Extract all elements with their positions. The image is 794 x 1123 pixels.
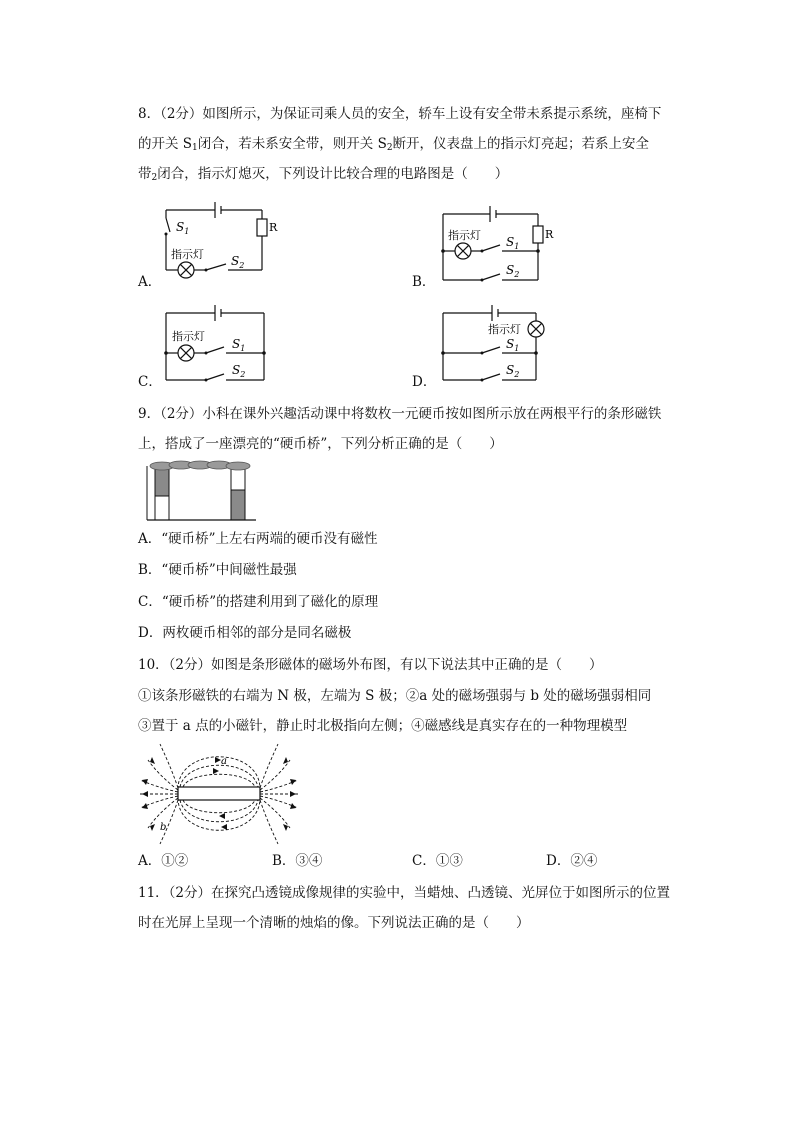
q8b-r-label: R xyxy=(545,228,554,241)
q9-line-1: 9．（2分）小科在课外兴趣活动课中将数枚一元硬币按如图所示放在两根平行的条形磁铁 xyxy=(138,406,662,422)
q10-line-2: ①该条形磁铁的右端为 N 极，左端为 S 极；②a 处的磁场强弱与 b 处的磁场强弱相同 xyxy=(138,688,652,704)
q8-option-b-label: B． xyxy=(412,274,436,290)
q8d-s1-label: $S_1$ xyxy=(506,337,520,353)
q9-option-b: B．“硬币桥”中间磁性最强 xyxy=(138,562,297,578)
q8d-s2-label: $S_2$ xyxy=(506,363,520,379)
q10-line-1: 10．（2分）如图是条形磁体的磁场外布图，有以下说法其中正确的是（ ） xyxy=(138,657,603,673)
point-b-label: b xyxy=(160,822,167,833)
q8c-s1-label: $S_1$ xyxy=(232,337,246,353)
q8-option-a-label: A． xyxy=(138,274,162,290)
q9-option-c: C．“硬币桥”的搭建利用到了磁化的原理 xyxy=(138,594,379,610)
q8c-lamp-label: 指示灯 xyxy=(172,330,205,343)
q9-option-d: D．两枚硬币相邻的部分是同名磁极 xyxy=(138,625,352,641)
q8a-lamp-label: 指示灯 xyxy=(171,248,204,261)
q8-line-3: 带$_2$闭合，指示灯熄灭，下列设计比较合理的电路图是（ ） xyxy=(138,166,509,183)
q8a-r-label: R xyxy=(269,221,278,234)
q11-line-1: 11．（2分）在探究凸透镜成像规律的实验中，当蜡烛、凸透镜、光屏位于如图所示的位置 xyxy=(138,885,671,901)
q8-option-c-label: C． xyxy=(138,374,162,390)
q8c-s2-label: $S_2$ xyxy=(232,363,246,379)
q11-line-2: 时在光屏上呈现一个清晰的烛焰的像。下列说法正确的是（ ） xyxy=(138,915,530,931)
q10-line-3: ③置于 a 点的小磁针，静止时北极指向左侧；④磁感线是真实存在的一种物理模型 xyxy=(138,718,628,734)
q8a-s1-label: $S_1$ xyxy=(176,220,190,236)
q10-option-c: C．①③ xyxy=(412,853,463,869)
q10-option-a: A．①② xyxy=(138,853,189,869)
q9-option-a: A．“硬币桥”上左右两端的硬币没有磁性 xyxy=(138,531,378,547)
q8b-s1-label: $S_1$ xyxy=(506,235,520,251)
q10-option-b: B．③④ xyxy=(272,853,323,869)
q8-line-2: 的开关 $S_1$闭合，若未系安全带，则开关 $S_2$断开，仪表盘上的指示灯亮起；若系上安全 xyxy=(138,136,650,153)
q9-line-2: 上，搭成了一座漂亮的“硬币桥”，下列分析正确的是（ ） xyxy=(138,436,503,452)
q8d-lamp-label: 指示灯 xyxy=(488,323,521,336)
q8b-s2-label: $S_2$ xyxy=(506,263,520,279)
q8-option-d-label: D． xyxy=(412,374,437,390)
q8-line-1: 8．（2分）如图所示，为保证司乘人员的安全，轿车上设有安全带未系提示系统，座椅下 xyxy=(138,106,662,122)
q8a-s2-label: $S_2$ xyxy=(231,254,245,270)
q8b-lamp-label: 指示灯 xyxy=(448,229,481,242)
q10-option-d: D．②④ xyxy=(546,853,598,869)
point-a-label: a xyxy=(221,756,227,767)
